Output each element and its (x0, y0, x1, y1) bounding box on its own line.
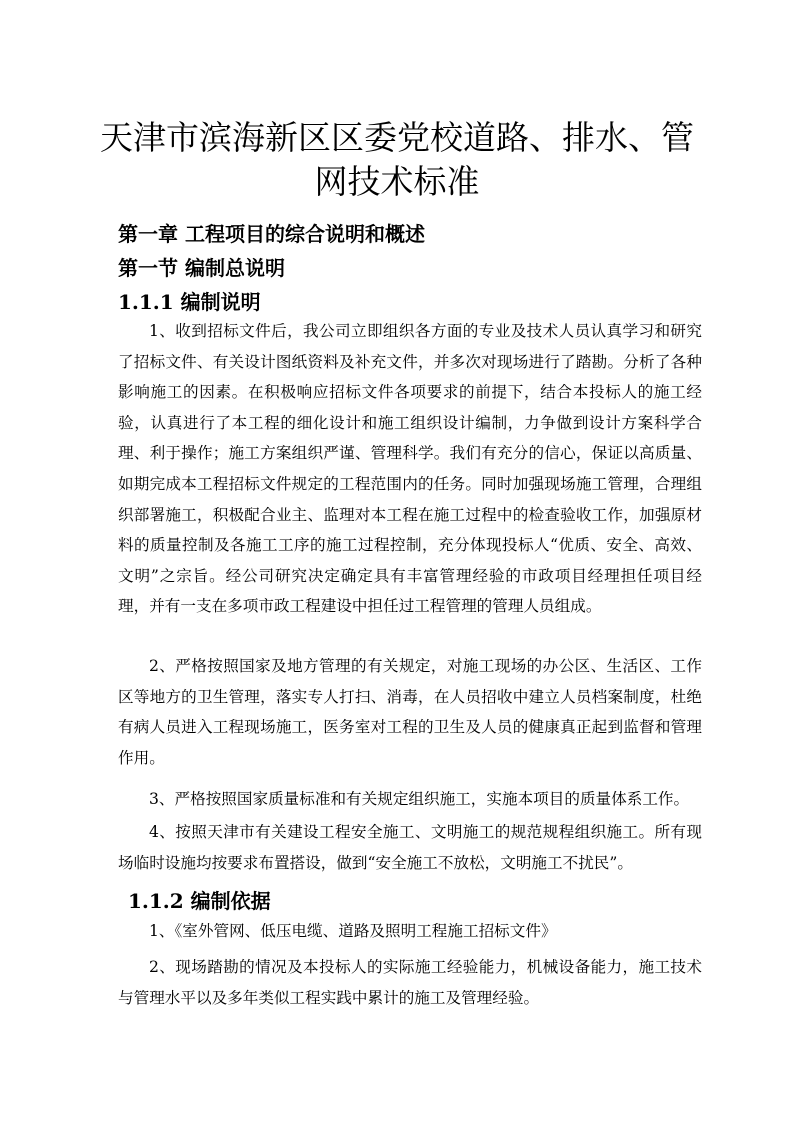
paragraph-2: 2、严格按照国家及地方管理的有关规定，对施工现场的办公区、生活区、工作区等地方的卫生管理，落实专人打扫、消毒，在人员招收中建立人员档案制度，杜绝有病人员进入工程现场施工，医务室对工程的卫生及人员的健康真正起到监督和管理作用。 (118, 657, 702, 767)
chapter-heading: 第一章 工程项目的综合说明和概述 (118, 222, 425, 246)
section-heading: 第一节 编制总说明 (118, 256, 285, 280)
paragraph-4: 4、按照天津市有关建设工程安全施工、文明施工的规范规程组织施工。所有现场临时设施均按要求布置搭设，做到“安全施工不放松，文明施工不扰民”。 (118, 823, 702, 872)
paragraph-5: 1、《室外管网、低压电缆、道路及照明工程施工招标文件》 (149, 922, 557, 940)
subsection-heading-1-1-2: 1.1.2 编制依据 (128, 889, 271, 913)
document-title: 天津市滨海新区区委党校道路、排水、管网技术标准 (100, 118, 694, 201)
paragraph-6: 2、现场踏勘的情况及本投标人的实际施工经验能力，机械设备能力，施工技术与管理水平以及多年类似工程实践中累计的施工及管理经验。 (118, 958, 702, 1007)
paragraph-1: 1、收到招标文件后，我公司立即组织各方面的专业及技术人员认真学习和研究了招标文件、有关设计图纸资料及补充文件，并多次对现场进行了踏勘。分析了各种影响施工的因素。在积极响应招标文件各项要求的前提下，结合本投标人的施工经验，认真进行了本工程的细化设计和施工组织设计编制，力争做到设计方案科学合理、利于操作；施工方案组织严谨、管理科学。我们有充分的信心，保证以高质量、如期完成本工程招标文件规定的工程范围内的任务。同时加强现场施工管理，合理组织部署施工，积极配合业主、监理对本工程在施工过程中的检查验收工作，加强原材料的质量控制及各施工工序的施工过程控制，充分体现投标人“优质、安全、高效、文明”之宗旨。经公司研究决定确定具有丰富管理经验的市政项目经理担任项目经理，并有一支在多项市政工程建设中担任过工程管理的管理人员组成。 (118, 322, 702, 616)
subsection-heading-1-1-1: 1.1.1 编制说明 (118, 290, 261, 314)
paragraph-3: 3、严格按照国家质量标准和有关规定组织施工，实施本项目的质量体系工作。 (149, 790, 690, 808)
